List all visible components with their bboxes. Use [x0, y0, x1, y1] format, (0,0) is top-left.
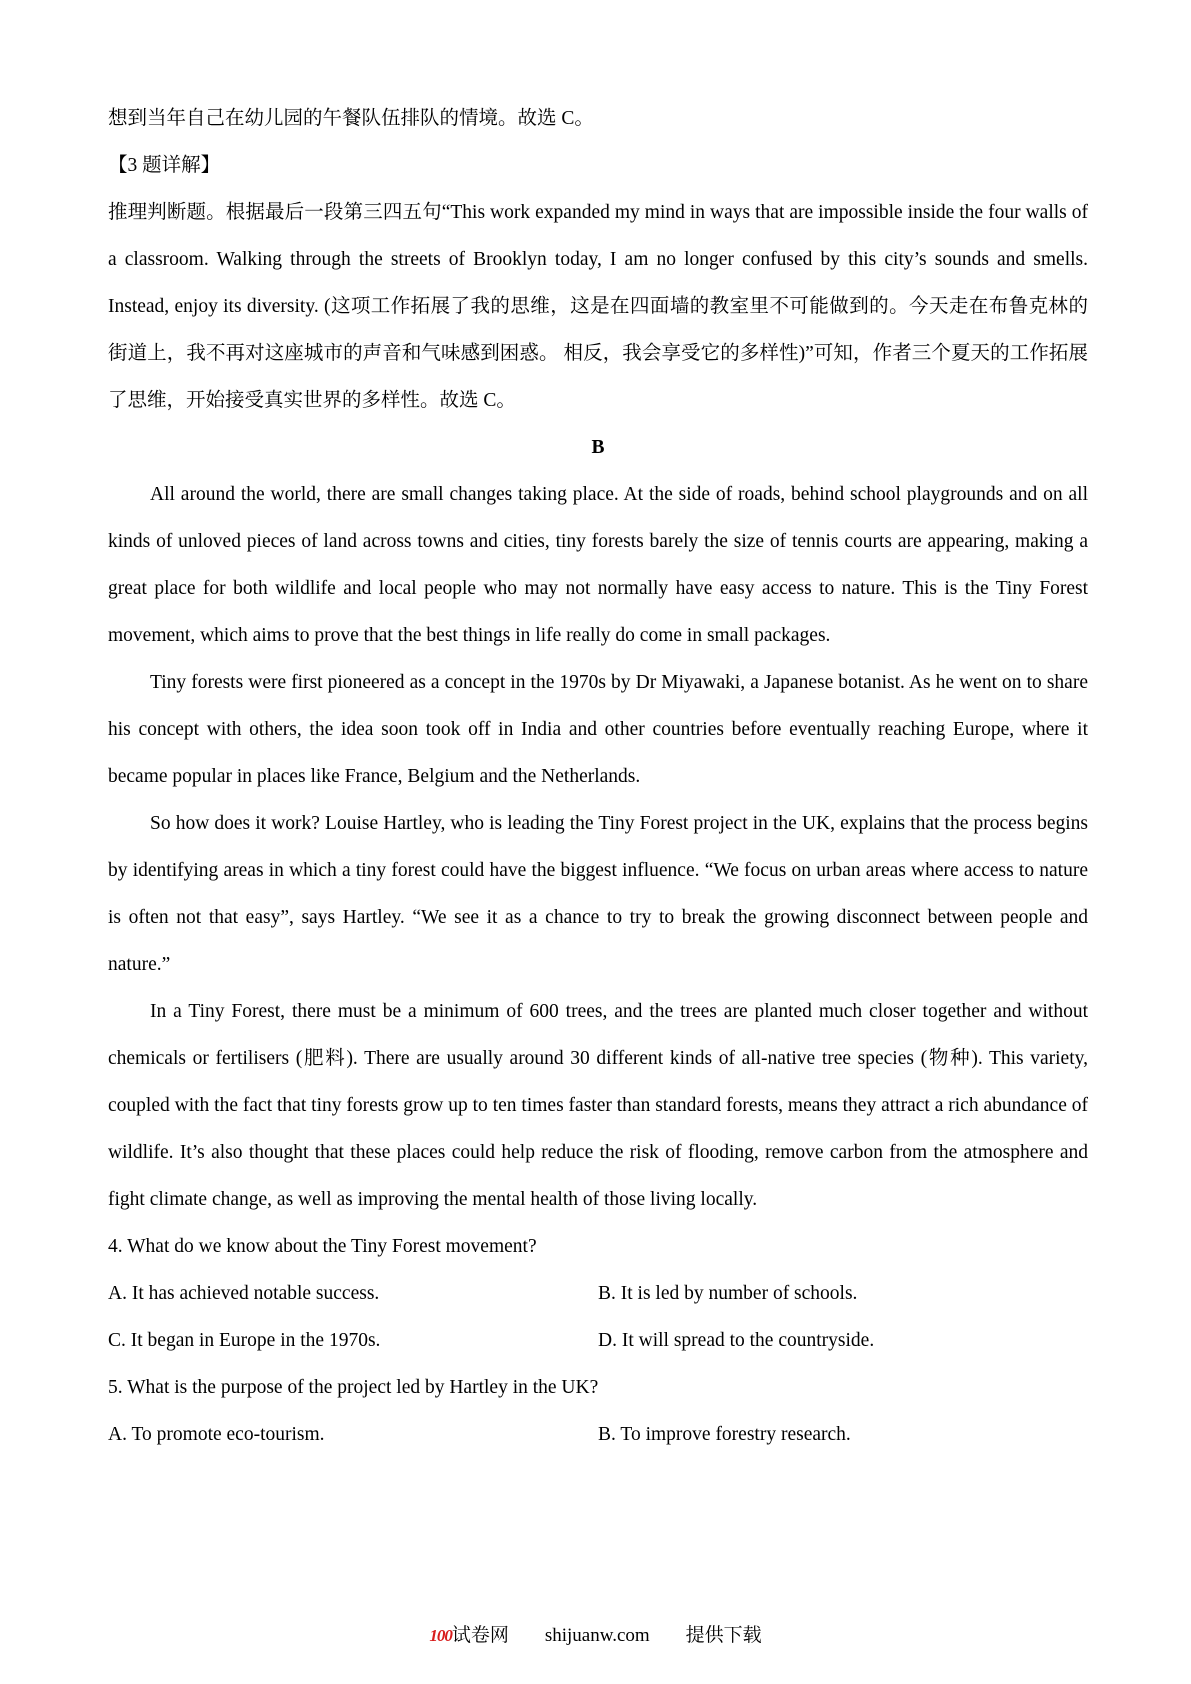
- section-title: B: [591, 437, 605, 458]
- explanation-text: 推理判断题。根据最后一段第三四五句“This work expanded my mind in ways that are impossible inside the four walls of a classroom. Walking through the streets of Brooklyn today, I am no longer confused by this city’s sounds and smells. Instead, enjoy its diversity. (这项工作拓展了我的思维，这是在四面墙的教室里不可能做到的。今天走在布鲁克林的街道上，我不再对这座城市的声音和气味感到困惑。 相反，我会享受它的多样性)”可知，作者三个夏天的工作拓展了思维，开始接受真实世界的多样性。故选 C。: [108, 202, 1088, 411]
- option-b: B. It is led by number of schools.: [598, 1283, 858, 1304]
- option-row: [108, 1411, 1088, 1458]
- option-c: C. It began in Europe in the 1970s.: [108, 1330, 381, 1351]
- option-a: A. It has achieved notable success.: [108, 1283, 380, 1304]
- explanation-heading: 【3 题详解】: [108, 155, 221, 176]
- passage-paragraph: Tiny forests were first pioneered as a concept in the 1970s by Dr Miyawaki, a Japanese botanist. As he went on to share his concept with others, the idea soon took off in India and other countries before eventually reaching Europe, where it became popular in places like France, Belgium and the Netherlands.: [108, 672, 1088, 787]
- option-row: [108, 1317, 1088, 1364]
- page-footer: [0, 1620, 1191, 1647]
- document-page: [108, 95, 1088, 1458]
- site-domain: shijuanw.com: [544, 1625, 650, 1646]
- option-b: B. To improve forestry research.: [598, 1424, 851, 1445]
- download-note: 提供下载: [685, 1625, 762, 1646]
- option-d: D. It will spread to the countryside.: [598, 1330, 875, 1351]
- passage-paragraph: All around the world, there are small changes taking place. At the side of roads, behind school playgrounds and on all kinds of unloved pieces of land across towns and cities, tiny forests barely the size of tennis courts are appearing, making a great place for both wildlife and local people who may not normally have easy access to nature. This is the Tiny Forest movement, which aims to prove that the best things in life really do come in small packages.: [108, 484, 1088, 646]
- passage-paragraph: So how does it work? Louise Hartley, who is leading the Tiny Forest project in the UK, explains that the process begins by identifying areas in which a tiny forest could have the biggest influence. “We focus on urban areas where access to nature is often not that easy”, says Hartley. “We see it as a chance to try to break the growing disconnect between people and nature.”: [108, 813, 1088, 975]
- option-row: [108, 1270, 1088, 1317]
- site-logo: 100: [429, 1626, 452, 1645]
- intro-line: 想到当年自己在幼儿园的午餐队伍排队的情境。故选 C。: [108, 108, 594, 129]
- passage-paragraph: In a Tiny Forest, there must be a minimum of 600 trees, and the trees are planted much closer together and without chemicals or fertilisers (肥料). There are usually around 30 different kinds of all-native tree species (物种). This variety, coupled with the fact that tiny forests grow up to ten times faster than standard forests, means they attract a rich abundance of wildlife. It’s also thought that these places could help reduce the risk of flooding, remove carbon from the atmosphere and fight climate change, as well as improving the mental health of those living locally.: [108, 1001, 1088, 1210]
- question-stem: 5. What is the purpose of the project led by Hartley in the UK?: [108, 1377, 599, 1398]
- question-stem: 4. What do we know about the Tiny Forest movement?: [108, 1236, 537, 1257]
- option-a: A. To promote eco-tourism.: [108, 1424, 325, 1445]
- site-name: 试卷网: [451, 1625, 509, 1646]
